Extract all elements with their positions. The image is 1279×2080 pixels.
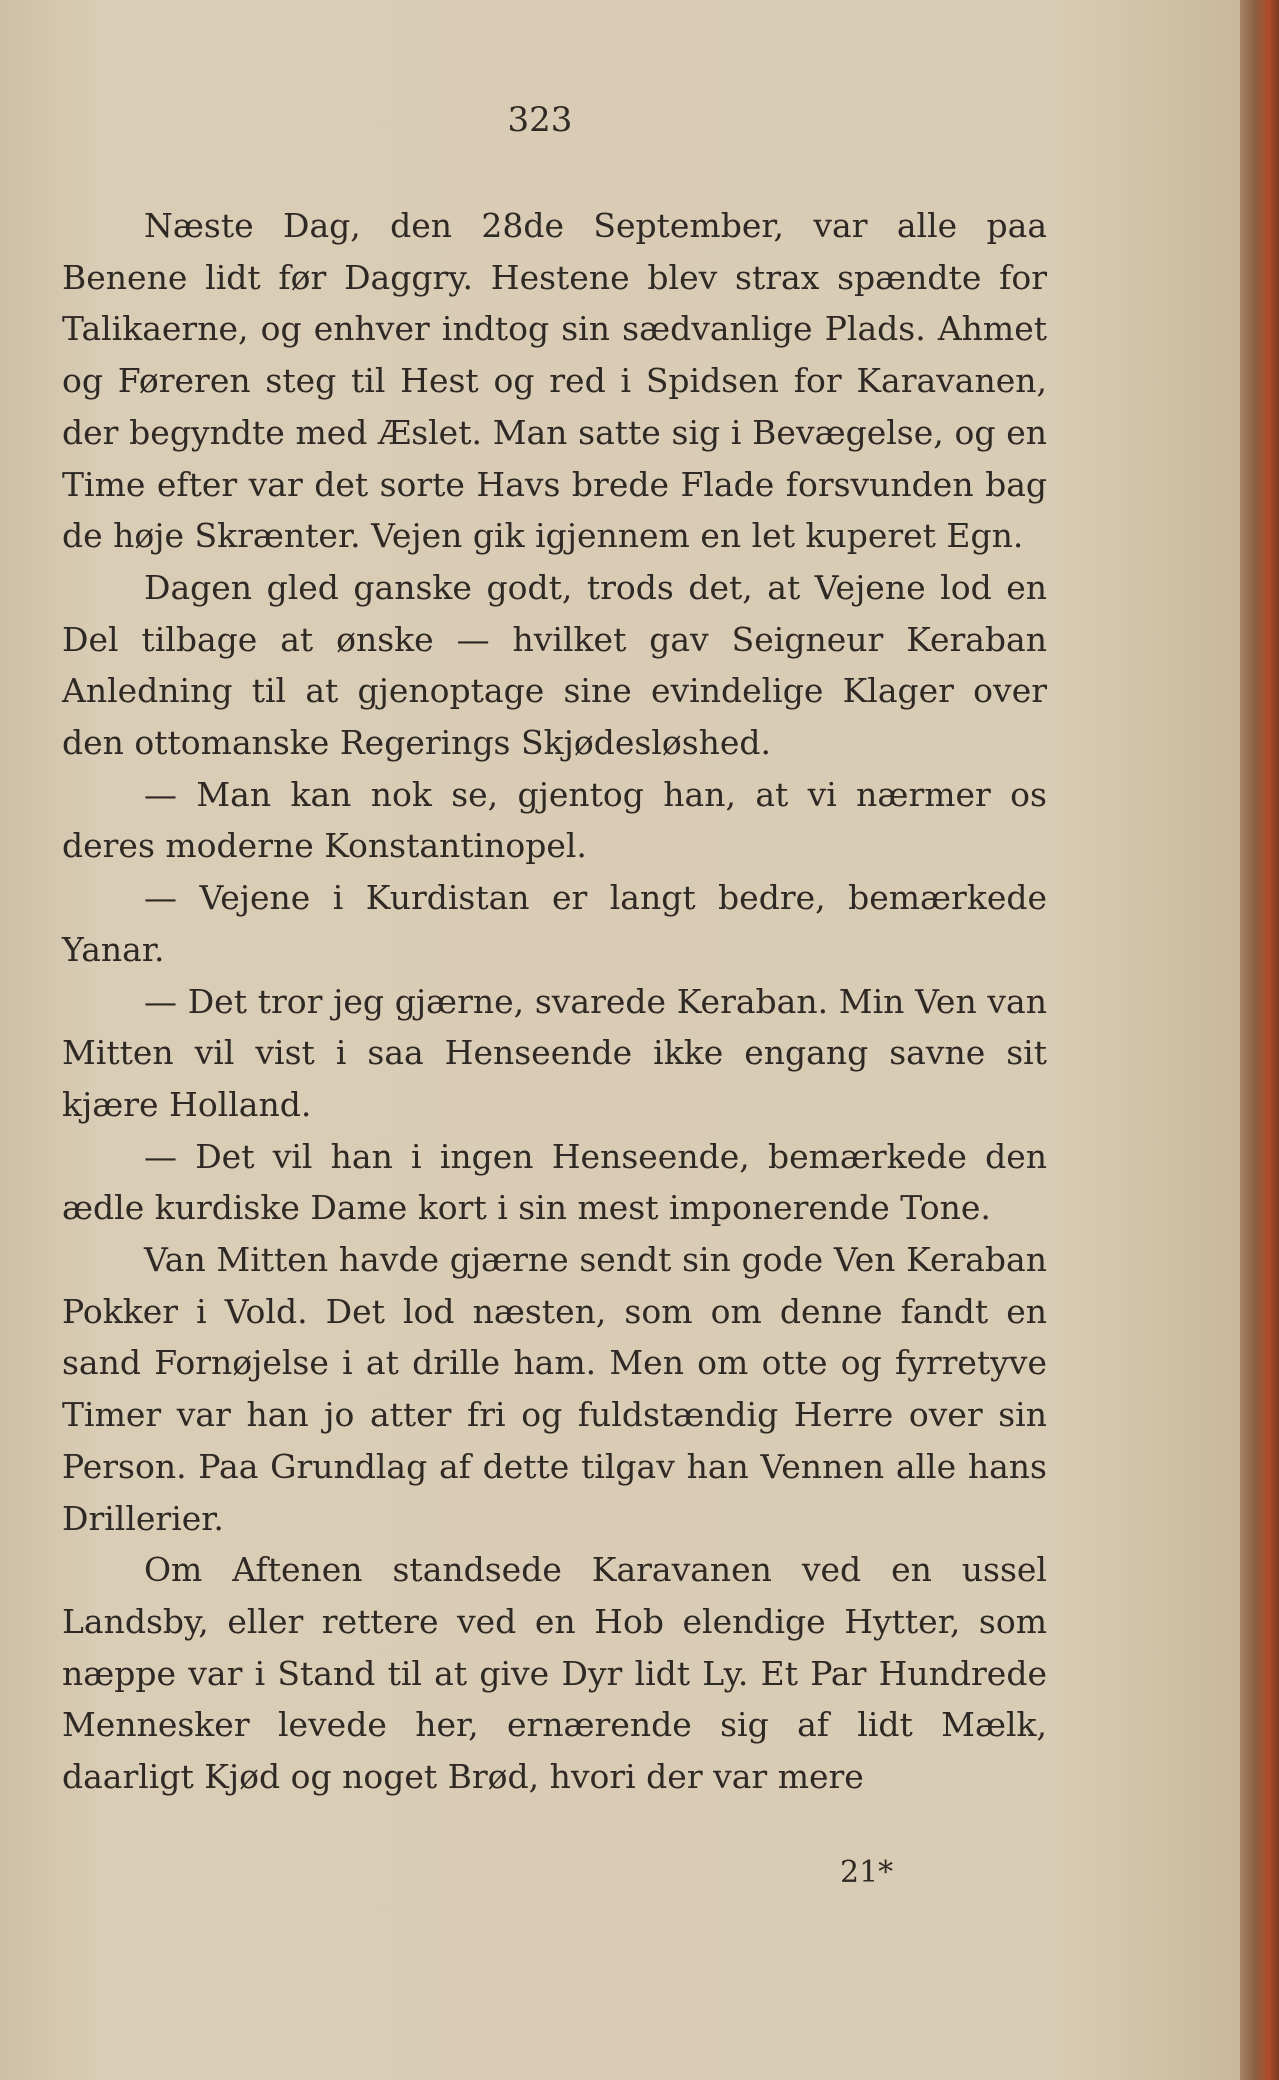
book-edge [1240,0,1279,2080]
paragraph-1: Næste Dag, den 28de September, var alle paa Benene lidt før Daggry. Hestene blev strax spændte for Talikaerne, og enhver indtog sin sædvanlige Plads. Ahmet og Føreren steg til Hest og red i Spidsen for Karavanen, der begyndte med Æslet. Man satte sig i Bevægelse, og en Time efter var det sorte Havs brede Flade forsvunden bag de høje Skrænter. Vejen gik igjennem en let kuperet Egn. [62,206,1047,556]
paragraph-8: Om Aftenen standsede Karavanen ved en ussel Landsby, eller rettere ved en Hob elendige Hytter, som næppe var i Stand til at give Dyr lidt Ly. Et Par Hundrede Mennesker levede her, ernærende sig af lidt Mælk, daarligt Kjød og noget Brød, hvori der var mere [62,1550,1047,1797]
paragraph-2: Dagen gled ganske godt, trods det, at Vejene lod en Del tilbage at ønske — hvilket gav Seigneur Keraban Anledning til at gjenoptage sine evindelige Klager over den ottomanske Regerings Skjødesløshed. [62,567,1047,763]
body-text [62,200,1047,1803]
page-number: 323 [507,100,573,140]
paragraph-4: — Vejene i Kurdistan er langt bedre, bemærkede Yanar. [62,878,1047,969]
paragraph-3: — Man kan nok se, gjentog han, at vi nærmer os deres moderne Konstantinopel. [62,774,1047,866]
signature-mark: 21* [840,1855,894,1890]
paragraph-6: — Det vil han i ingen Henseende, bemærkede den ædle kurdiske Dame kort i sin mest imponerende Tone. [62,1136,1047,1228]
paragraph-7: Van Mitten havde gjærne sendt sin gode Ven Keraban Pokker i Vold. Det lod næsten, som om denne fandt en sand Fornøjelse i at drille ham. Men om otte og fyrretyve Timer var han jo atter fri og fuldstændig Herre over sin Person. Paa Grundlag af dette tilgav han Vennen alle hans Drillerier. [62,1240,1047,1538]
paragraph-5: — Det tror jeg gjærne, svarede Keraban. Min Ven van Mitten vil vist i saa Henseende ikke engang savne sit kjære Holland. [62,981,1047,1124]
